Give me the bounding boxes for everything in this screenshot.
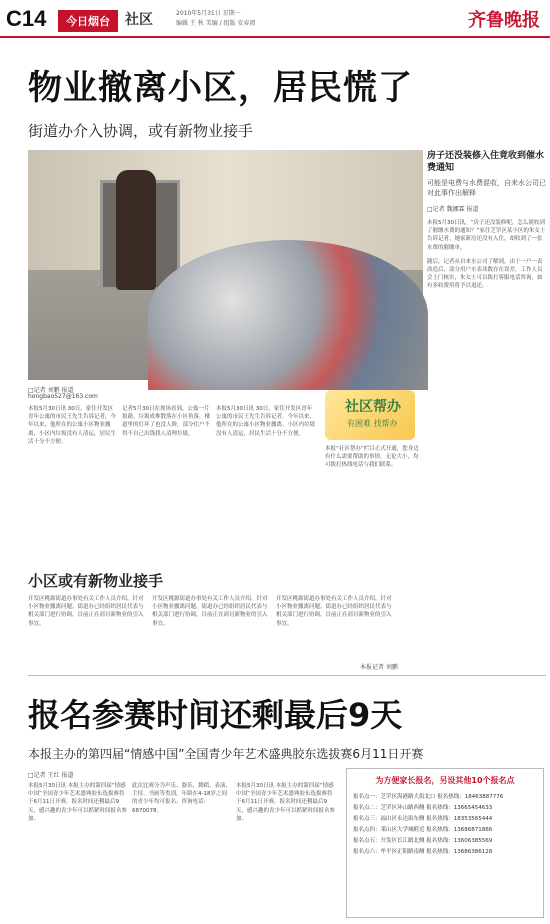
garbage-pile: [148, 240, 428, 390]
community-help-label: 社区帮办: [345, 399, 401, 415]
story1-email: hongbao527@163.com: [28, 393, 98, 400]
editor-line: 编辑 王 秋 美编 / 组版 安春阅: [176, 20, 256, 27]
signup-item: 报名点一：芝罘区海港路大街北口 报名热线：18463887776: [353, 794, 504, 800]
story3-col3: 本报5月30日讯 本报主办的第四届“情感中国”全国青少年艺术盛典胶东选拔赛将于6月11日开赛，报名时间还剩最后9天，感兴趣的青少年可以抓紧时间报名参加。: [236, 783, 336, 822]
sidebar-paragraph-1: 本报5月30日讯，“房子还没装修呢，怎么就收到了催缴水费的通知？”家住芝罘区某小区的朱女士告诉记者，她家新房还没有入住，却收到了一张水费的催缴单。: [427, 220, 546, 251]
story2-heading: 小区或有新物业接手: [28, 572, 164, 590]
story1-col3: 本报5月30日讯 30日，家住开发区青年公寓的市民王先生告诉记者，今年以来，他所在的公寓小区物业撤离，小区内垃圾没有人清运，居民生活十分不方便。: [216, 406, 316, 437]
sidebar-paragraph-2: 随后，记者从自来水公司了解到，由于一户一表改造后，部分用户水表读数存在误差，工作人员会上门核实，朱女士可以拨打客服电话咨询，如有多收费用将予以退还。: [427, 258, 543, 290]
community-help-sub: 有困难 找帮办: [347, 419, 398, 428]
page-header: [0, 0, 550, 38]
signup-box: [346, 768, 544, 918]
community-help-text: 本报“社区帮办”栏目正式开通，您身边有什么需要帮助的事情，无论大小，均可拨打热线电话与我们联系。: [325, 446, 419, 469]
story1-subhead: 街道办介入协调，或有新物业接手: [28, 122, 254, 140]
story3-subhead: 本报主办的第四届“情感中国”全国青少年艺术盛典胶东选拔赛6月11日开赛: [28, 747, 424, 761]
story3-byline: □记者 王红 报道: [28, 772, 74, 779]
community-help-box: [325, 390, 415, 440]
issue-date: 2010年5月31日 星期一: [176, 10, 241, 17]
page-number: C14: [6, 6, 47, 31]
signup-item: 报名点六：牟平区正阳路南侧 报名热线：13686386128: [353, 849, 493, 855]
story3-col1: 本报5月30日讯 本报主办的第四届“情感中国”全国青少年艺术盛典胶东选拔赛将于6月11日开赛，报名时间还剩最后9天，感兴趣的青少年可以抓紧时间报名参加。: [28, 783, 128, 822]
story1-headline: 物业撤离小区，居民慌了: [28, 68, 413, 108]
story2-col3: 开发区桃源街道办事处有关工作人员介绍，针对小区物业撤离问题，街道办已经组织居民代表与相关部门进行协调，目前正在商讨新物业的引入事宜。: [276, 596, 392, 627]
story2-byline: 本报记者 刘鹏: [360, 664, 398, 671]
signup-item: 报名点四：莱山区大学城附近 报名热线：13686871866: [353, 827, 493, 833]
section-name: 社区: [125, 12, 153, 28]
masthead: 齐鲁晚报: [468, 10, 540, 31]
divider: [28, 675, 546, 676]
story2-col1: 开发区桃源街道办事处有关工作人员介绍，针对小区物业撤离问题，街道办已经组织居民代表与相关部门进行协调，目前正在商讨新物业的引入事宜。: [28, 596, 144, 627]
sidebar-title: 房子还没装修入住竟收到催水费通知: [427, 151, 545, 173]
photo-caption: ◀嘉泰小区附近公寓大楼居民堆放的垃圾已堆积成了“垃圾山”。居民只得搬垃圾。 记者 刘鹏摄: [417, 431, 454, 501]
signup-item: 报名点二：芝罘区环山路西侧 报名热线：13665454633: [353, 805, 493, 811]
signup-item: 报名点三：福山区永达街东侧 报名热线：18353565444: [353, 816, 493, 822]
story3-col2: 此次比赛分为声乐、器乐、舞蹈、表演、主持、书画等类别，年龄在4-18岁之间的青少年均可报名。咨询电话：6870078。: [132, 783, 232, 814]
story2-col2: 开发区桃源街道办事处有关工作人员介绍，针对小区物业撤离问题，街道办已经组织居民代表与相关部门进行协调，目前正在商讨新物业的引入事宜。: [152, 596, 268, 627]
story3-headline: 报名参赛时间还剩最后9天: [28, 696, 403, 734]
signup-box-title: 为方便家长报名，另设其他10个报名点: [375, 776, 515, 785]
signup-item: 报名点五：开发区长江路北侧 报名热线：13606385569: [353, 838, 493, 844]
story1-col1: 本报5月30日讯 30日，家住开发区青年公寓的市民王先生告诉记者，今年以来，他所在的公寓小区物业撤离，小区内垃圾没有人清运，居民生活十分不方便。: [28, 406, 117, 445]
story1-col2: 记者5月30日在现场看到，公寓一片狼藉，垃圾成堆散落在小区角落，楼道里的灯坏了也没人修，部分住户不得不自己出钱找人清理垃圾。: [122, 406, 211, 437]
sidebar-subtitle: 可能是电费与水费混收，自来水公司已对此事作出解释: [427, 179, 546, 197]
section-tag: 今日烟台: [58, 10, 118, 32]
sidebar-story: [427, 150, 547, 291]
photo-person: [116, 170, 156, 290]
story1-byline: □记者 刘鹏 报道: [28, 387, 74, 394]
sidebar-byline: □记者 魏娜霖 报道: [427, 206, 479, 213]
